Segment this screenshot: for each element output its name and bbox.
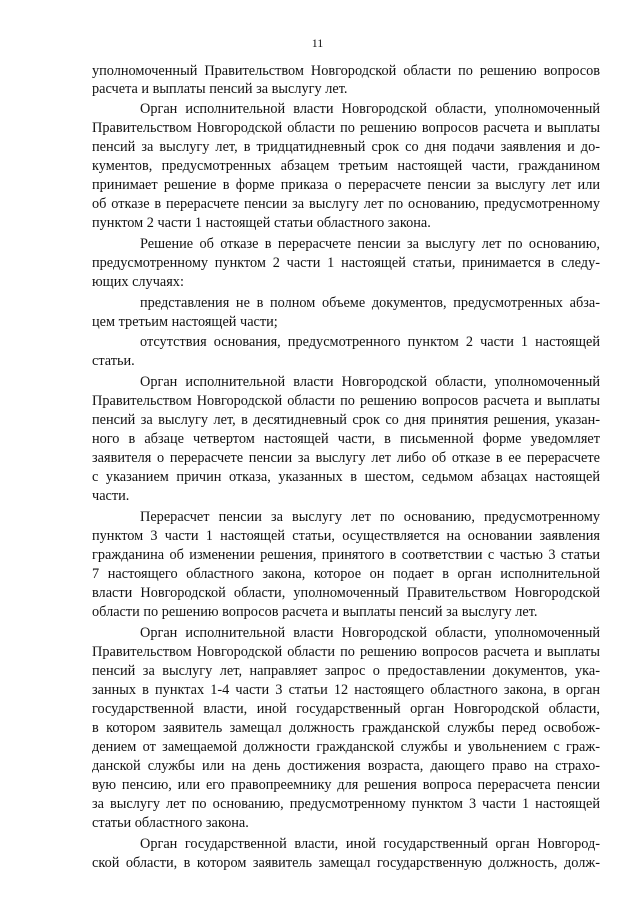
text-line: Орган государственной власти, иной государственный орган Новгород- <box>140 836 600 852</box>
text-line: Орган исполнительной власти Новгородской области, уполномоченный <box>140 374 600 390</box>
text-line: об отказе в перерасчете пенсии за выслугу лет по основанию, предусмотренному <box>92 196 600 212</box>
text-line: пунктом 2 части 1 настоящей статьи областного закона. <box>92 215 431 231</box>
text-line: Перерасчет пенсии за выслугу лет по основанию, предусмотренному <box>140 509 600 525</box>
text-line: занных в пунктах 1-4 части 3 статьи 12 настоящего областного закона, в орган <box>92 682 600 698</box>
text-line: Правительством Новгородской области по решению вопросов расчета и выплаты <box>92 120 600 136</box>
text-line: Правительством Новгородской области по решению вопросов расчета и выплаты <box>92 644 600 660</box>
text-line: данской службы или на день достижения возраста, дающего право на страхо- <box>92 758 600 774</box>
text-line: пенсий за выслугу лет, направляет запрос о предоставлении документов, ука- <box>92 663 600 679</box>
text-line: отсутствия основания, предусмотренного пунктом 2 части 1 настоящей <box>140 334 600 350</box>
text-line: расчета и выплаты пенсий за выслугу лет. <box>92 81 348 97</box>
text-line: области по решению вопросов расчета и выплаты пенсий за выслугу лет. <box>92 604 538 620</box>
text-line: государственной власти, иной государственный орган Новгородской области, <box>92 701 600 717</box>
text-line: Орган исполнительной власти Новгородской области, уполномоченный <box>140 101 600 117</box>
text-line: ного в абзаце четвертом настоящей части, в письменной форме уведомляет <box>92 431 600 447</box>
text-line: ской области, в котором заявитель замещал государственную должность, долж- <box>92 855 600 871</box>
text-line: с указанием причин отказа, указанных в шестом, седьмом абзацах настоящей <box>92 469 600 485</box>
text-line: Решение об отказе в перерасчете пенсии за выслугу лет по основанию, <box>140 236 600 252</box>
text-line: в котором заявитель замещал должность гражданской службы перед освобож- <box>92 720 600 736</box>
text-line: предусмотренному пунктом 2 части 1 настоящей статьи, принимается в следу- <box>92 255 600 271</box>
text-line: цем третьим настоящей части; <box>92 314 278 330</box>
text-line: ющих случаях: <box>92 274 184 290</box>
text-line: власти Новгородской области, уполномоченный Правительством Новгородской <box>92 585 600 601</box>
text-line: статьи областного закона. <box>92 815 249 831</box>
text-line: дением от замещаемой должности гражданской службы и увольнением с граж- <box>92 739 600 755</box>
text-line: пенсий за выслугу лет, в десятидневный срок со дня принятия решения, указан- <box>92 412 600 428</box>
text-line: за выслугу лет по основанию, предусмотренному пунктом 3 части 1 настоящей <box>92 796 600 812</box>
text-line: статьи. <box>92 353 135 369</box>
text-line: 7 настоящего областного закона, которое он подает в орган исполнительной <box>92 566 600 582</box>
text-line: пенсий за выслугу лет, в тридцатидневный срок со дня подачи заявления и до- <box>92 139 600 155</box>
text-line: кументов, предусмотренных абзацем третьим настоящей части, гражданином <box>92 158 600 174</box>
text-line: уполномоченный Правительством Новгородской области по решению вопросов <box>92 63 600 79</box>
text-line: пунктом 3 части 1 настоящей статьи, осуществляется на основании заявления <box>92 528 600 544</box>
page-number: 11 <box>311 36 324 50</box>
text-line: гражданина об изменении решения, принятого в соответствии с частью 3 статьи <box>92 547 600 563</box>
text-line: представления не в полном объеме документов, предусмотренных абза- <box>140 295 600 311</box>
text-line: принимает решение в форме приказа о перерасчете пенсии за выслугу лет или <box>92 177 600 193</box>
text-line: заявителя о перерасчете пенсии за выслугу лет либо об отказе в ее перерасчете <box>92 450 600 466</box>
text-line: части. <box>92 488 130 504</box>
text-line: Орган исполнительной власти Новгородской области, уполномоченный <box>140 625 600 641</box>
text-line: вую пенсию, или его правопреемнику для решения вопроса перерасчета пенсии <box>92 777 600 793</box>
text-line: Правительством Новгородской области по решению вопросов расчета и выплаты <box>92 393 600 409</box>
